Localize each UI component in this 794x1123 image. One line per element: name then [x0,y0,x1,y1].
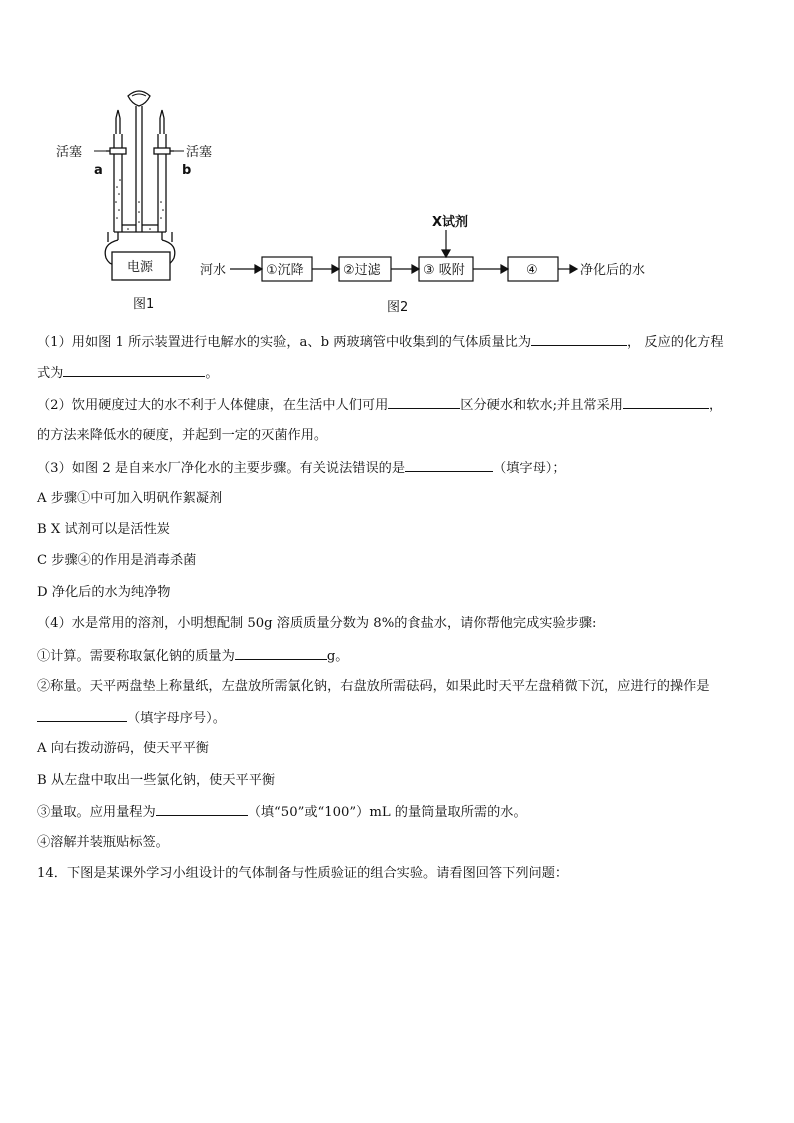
answer-blank-method[interactable] [623,395,709,409]
flow-source-label: 河水 [200,263,227,278]
q3-option-d: D 净化后的水为纯净物 [37,585,171,600]
q4-step-2: ②称量。天平两盘垫上称量纸，左盘放所需氯化钠，右盘放所需砝码，如果此时天平左盘稍微下沉，应进行的操作是 [37,679,710,694]
figure1-caption: 图1 [133,297,155,312]
q4-step-1 [37,646,348,667]
flow-step-2: ②过滤 [343,263,381,278]
q4-step-3-text: ③量取。应用量程为 [37,805,156,820]
q14-intro: 14．下图是某课外学习小组设计的气体制备与性质验证的组合实验。请看图回答下列问题： [37,866,569,881]
q3-option-c: C 步骤④的作用是消毒杀菌 [37,553,197,568]
electrolysis-and-purification-diagram [50,82,670,322]
flow-step-4: ④ [526,263,538,278]
flow-output-label: 净化后的水 [580,263,646,278]
q1-line-2 [37,363,219,384]
q4-step-2-hint: （填字母序号）。 [127,711,226,726]
answer-blank-mass-ratio[interactable] [531,332,627,346]
q3-line-1 [37,458,566,479]
electrolysis-apparatus [105,91,175,280]
q3-option-b: B X 试剂可以是活性炭 [37,522,170,537]
answer-blank-distinguish[interactable] [388,395,460,409]
q2-text: （2）饮用硬度过大的水不利于人体健康，在生活中人们可用 [37,398,389,413]
q4-option-a: A 向右拨动游码，使天平平衡 [37,741,209,756]
q3-option-a: A 步骤①中可加入明矾作絮凝剂 [37,491,223,506]
figure2-caption: 图2 [387,300,409,315]
q4-step-4: ④溶解并装瓶贴标签。 [37,835,169,850]
answer-blank-cylinder[interactable] [156,802,248,816]
x-reagent-label: X试剂 [432,215,469,230]
q2-line-2: 的方法来降低水的硬度，并起到一定的灭菌作用。 [37,428,328,443]
q1-line-1 [37,332,724,353]
q4-step-2-cont [37,708,226,729]
stopcock-label-left: 活塞 [56,145,83,160]
q4-step-3-cont: （填“50”或“100”）mL 的量筒量取所需的水。 [247,805,527,820]
q2-line-1 [37,395,722,416]
answer-blank-equation[interactable] [63,363,205,377]
answer-blank-nacl-mass[interactable] [235,646,327,660]
q3-text-cont: （填字母）； [493,461,566,476]
q4-step-1-unit: g。 [326,649,349,664]
q4-step-3 [37,802,527,823]
tube-a-label: a [94,163,103,178]
flow-step-1: ①沉降 [266,263,304,278]
q1-text-cont: ， 反应的化方程 [627,335,724,350]
q4-step-1-text: ①计算。需要称取氯化钠的质量为 [37,649,235,664]
q4-option-b: B 从左盘中取出一些氯化钠，使天平平衡 [37,773,276,788]
power-label: 电源 [127,260,154,275]
q1-text: （1）用如图 1 所示装置进行电解水的实验，a、b 两玻璃管中收集到的气体质量比为 [37,335,532,350]
q3-text: （3）如图 2 是自来水厂净化水的主要步骤。有关说法错误的是 [37,461,406,476]
q2-text-cont: 区分硬水和软水;并且常采用 [460,398,623,413]
answer-blank-q3[interactable] [405,458,493,472]
q1-text-2: 式为 [37,366,64,381]
flow-step-3: ③ 吸附 [423,263,465,278]
stopcock-label-right: 活塞 [186,145,213,160]
figures-area [50,82,670,322]
q4-intro: （4）水是常用的溶剂，小明想配制 50g 溶质质量分数为 8%的食盐水，请你帮他完成实验步骤: [37,616,597,631]
answer-blank-operation[interactable] [37,708,127,722]
q1-period: 。 [205,366,219,381]
tube-b-label: b [182,163,192,178]
q2-comma: ， [708,398,723,413]
